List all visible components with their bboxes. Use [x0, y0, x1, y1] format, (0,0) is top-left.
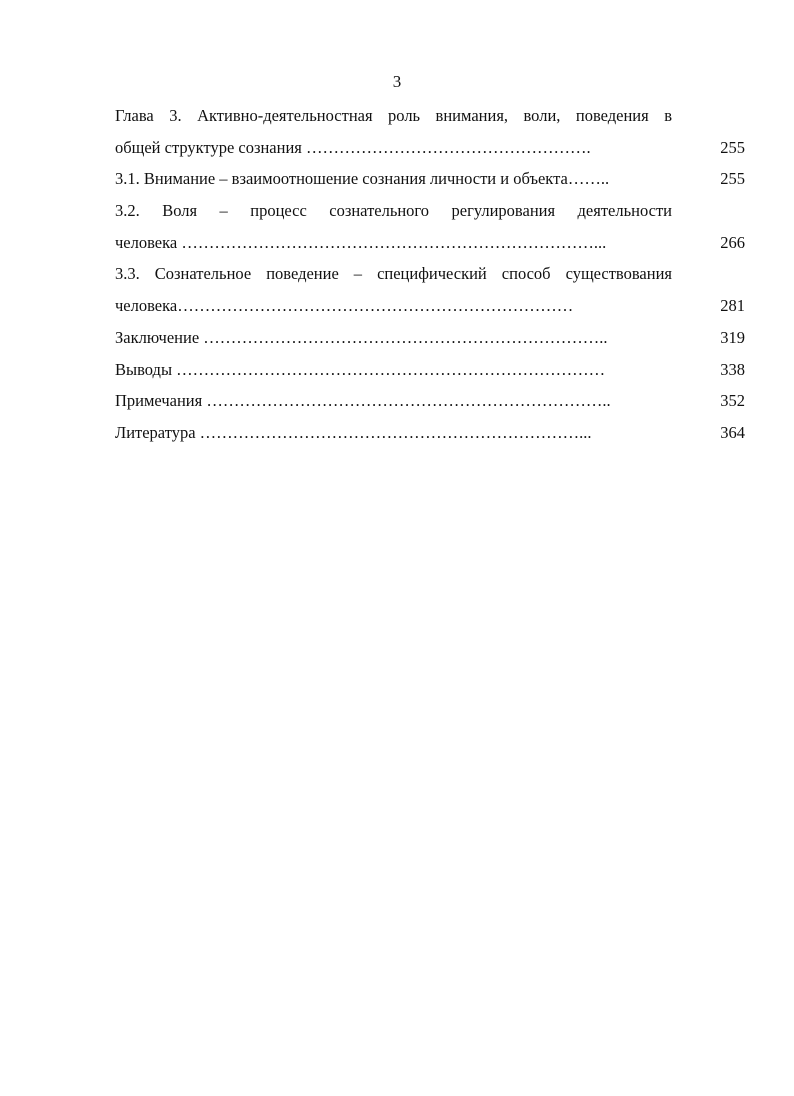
page-number: 3 — [392, 72, 402, 91]
toc-entry-text: Литература ……………………………………………………………... — [115, 422, 592, 442]
toc-page-number: 319 — [720, 327, 745, 347]
toc-line — [115, 290, 745, 322]
toc-entry-chapter-3 — [115, 100, 745, 163]
toc-entry-text: 3.3. Сознательное поведение – специфический способ существования — [115, 264, 672, 284]
toc-entry-text: Глава 3. Активно-деятельностная роль внимания, воли, поведения в — [115, 106, 672, 125]
toc-entry-text: 3.2. Воля – процесс сознательного регулирования деятельности — [115, 201, 672, 221]
toc-page-number: 352 — [720, 391, 745, 411]
toc-entry-text: человека …………………………………………………………………... — [115, 232, 607, 252]
toc-page-number: 266 — [720, 232, 745, 252]
toc-page-number: 338 — [720, 359, 745, 379]
toc-entry-text: Выводы …………………………………………………………………… — [115, 359, 606, 379]
toc-line — [115, 132, 745, 164]
toc-page-number: 364 — [720, 422, 745, 442]
toc-line — [115, 354, 745, 386]
table-of-contents — [115, 100, 745, 449]
toc-entry-text: общей структуре сознания ……………………………………………. — [115, 137, 591, 157]
toc-entry-text: Заключение ……………………………………………………………….. — [115, 327, 608, 347]
toc-entry-3-3 — [115, 258, 745, 321]
toc-line — [115, 100, 745, 132]
toc-entry-findings — [115, 354, 745, 386]
toc-entry-3-1 — [115, 163, 745, 195]
toc-entry-literature — [115, 417, 745, 449]
toc-line — [115, 385, 745, 417]
toc-entry-text: человека……………………………………………………………… — [115, 296, 574, 316]
toc-page-number: 281 — [720, 296, 745, 316]
toc-entry-text: 3.1. Внимание – взаимоотношение сознания личности и объекта…….. — [115, 169, 610, 189]
toc-entry-notes — [115, 385, 745, 417]
toc-line — [115, 322, 745, 354]
toc-entry-text: Примечания ……………………………………………………………….. — [115, 391, 611, 411]
toc-line — [115, 227, 745, 259]
toc-line — [115, 417, 745, 449]
toc-entry-3-2 — [115, 195, 745, 258]
toc-page-number: 255 — [720, 137, 745, 157]
toc-line — [115, 163, 745, 195]
toc-line — [115, 258, 745, 290]
toc-page-number: 255 — [720, 169, 745, 189]
toc-line — [115, 195, 745, 227]
toc-entry-conclusion — [115, 322, 745, 354]
